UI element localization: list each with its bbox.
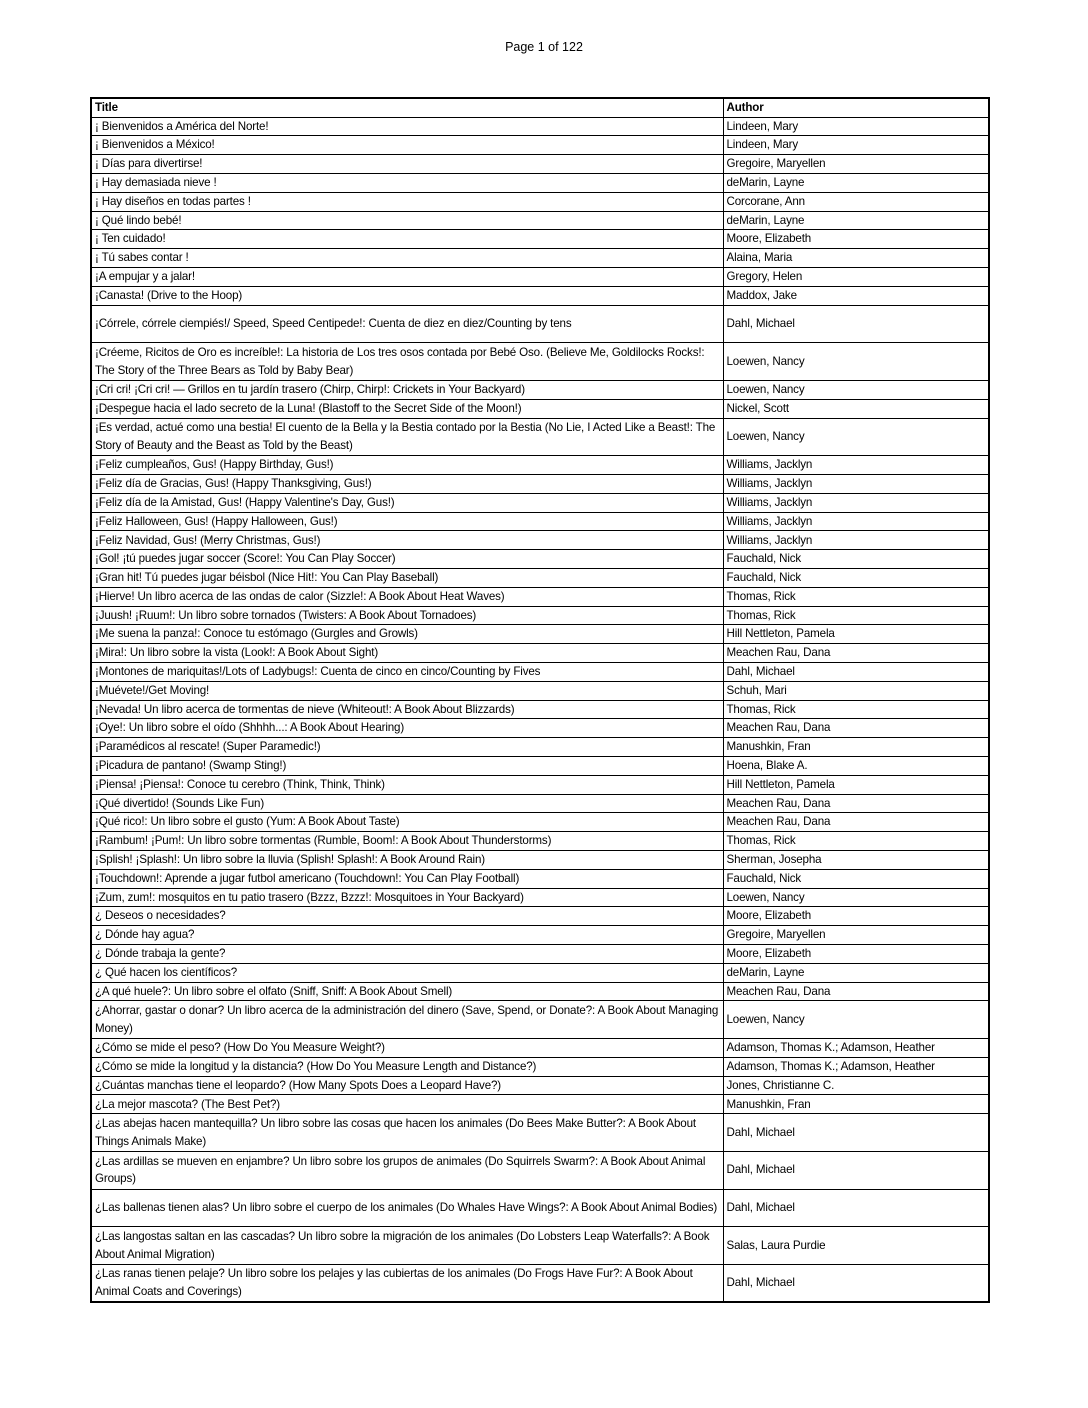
- book-author-cell: Dahl, Michael: [723, 1264, 989, 1302]
- book-author-cell: Hill Nettleton, Pamela: [723, 625, 989, 644]
- column-header-author: Author: [723, 98, 989, 117]
- book-title-cell: ¡Córrele, córrele ciempiés!/ Speed, Speed Centipede!: Cuenta de diez en diez/Counting by tens: [91, 305, 723, 343]
- book-author-cell: Dahl, Michael: [723, 1151, 989, 1189]
- book-title-cell: ¿Las ranas tienen pelaje? Un libro sobre los pelajes y las cubiertas de los animales (Do Frogs Have Fur?: A Book About Animal Coats and Coverings): [91, 1264, 723, 1302]
- book-title-cell: ¡Zum, zum!: mosquitos en tu patio trasero (Bzzz, Bzzz!: Mosquitoes in Your Backyard): [91, 888, 723, 907]
- table-row: [91, 1189, 989, 1227]
- table-row: [91, 700, 989, 719]
- book-title-cell: ¿ Deseos o necesidades?: [91, 907, 723, 926]
- table-row: [91, 155, 989, 174]
- table-row: [91, 888, 989, 907]
- table-row: [91, 569, 989, 588]
- book-author-cell: Thomas, Rick: [723, 832, 989, 851]
- book-author-cell: Moore, Elizabeth: [723, 944, 989, 963]
- book-author-cell: Nickel, Scott: [723, 399, 989, 418]
- table-header-row: [91, 98, 989, 117]
- book-author-cell: Dahl, Michael: [723, 305, 989, 343]
- book-author-cell: Dahl, Michael: [723, 662, 989, 681]
- book-title-cell: ¿Las ardillas se mueven en enjambre? Un libro sobre los grupos de animales (Do Squirrels Swarm?: A Book About Animal Groups): [91, 1151, 723, 1189]
- book-title-cell: ¡Gran hit! Tú puedes jugar béisbol (Nice Hit!: You Can Play Baseball): [91, 569, 723, 588]
- book-title-cell: ¡Es verdad, actué como una bestia! El cuento de la Bella y la Bestia contado por la Bestia (No Lie, I Acted Like a Beast!: The Story of Beauty and the Beast as Told by the Beast): [91, 418, 723, 456]
- book-title-cell: ¿La mejor mascota? (The Best Pet?): [91, 1095, 723, 1114]
- book-title-cell: ¡Rambum! ¡Pum!: Un libro sobre tormentas (Rumble, Boom!: A Book About Thunderstorms): [91, 832, 723, 851]
- book-title-cell: ¡Feliz Halloween, Gus! (Happy Halloween, Gus!): [91, 512, 723, 531]
- book-title-cell: ¿ Qué hacen los científicos?: [91, 963, 723, 982]
- book-title-cell: ¿A qué huele?: Un libro sobre el olfato (Sniff, Sniff: A Book About Smell): [91, 982, 723, 1001]
- table-row: [91, 550, 989, 569]
- table-row: [91, 493, 989, 512]
- book-title-cell: ¡ Días para divertirse!: [91, 155, 723, 174]
- table-row: [91, 681, 989, 700]
- book-author-cell: Loewen, Nancy: [723, 888, 989, 907]
- book-author-cell: Loewen, Nancy: [723, 418, 989, 456]
- book-author-cell: Meachen Rau, Dana: [723, 644, 989, 663]
- table-row: [91, 944, 989, 963]
- table-row: [91, 869, 989, 888]
- table-row: [91, 813, 989, 832]
- table-row: [91, 775, 989, 794]
- table-row: [91, 286, 989, 305]
- book-author-cell: Corcorane, Ann: [723, 192, 989, 211]
- book-author-cell: Meachen Rau, Dana: [723, 813, 989, 832]
- table-row: [91, 1057, 989, 1076]
- book-author-cell: deMarin, Layne: [723, 963, 989, 982]
- book-title-cell: ¡Qué divertido! (Sounds Like Fun): [91, 794, 723, 813]
- table-row: [91, 380, 989, 399]
- book-title-cell: ¡ Bienvenidos a América del Norte!: [91, 117, 723, 136]
- book-title-cell: ¡Piensa! ¡Piensa!: Conoce tu cerebro (Think, Think, Think): [91, 775, 723, 794]
- book-title-cell: ¡Hierve! Un libro acerca de las ondas de calor (Sizzle!: A Book About Heat Waves): [91, 587, 723, 606]
- table-row: [91, 644, 989, 663]
- book-title-cell: ¡Despegue hacia el lado secreto de la Luna! (Blastoff to the Secret Side of the Moon!): [91, 399, 723, 418]
- table-row: [91, 211, 989, 230]
- book-author-cell: Loewen, Nancy: [723, 343, 989, 381]
- table-row: [91, 963, 989, 982]
- table-row: [91, 832, 989, 851]
- table-row: [91, 173, 989, 192]
- book-author-cell: Adamson, Thomas K.; Adamson, Heather: [723, 1039, 989, 1058]
- book-author-cell: Manushkin, Fran: [723, 738, 989, 757]
- book-title-cell: ¡Montones de mariquitas!/Lots of Ladybugs!: Cuenta de cinco en cinco/Counting by Fives: [91, 662, 723, 681]
- table-row: [91, 230, 989, 249]
- book-catalog-table: [90, 97, 990, 1303]
- table-row: [91, 738, 989, 757]
- table-row: [91, 512, 989, 531]
- book-title-cell: ¡Juush! ¡Ruum!: Un libro sobre tornados (Twisters: A Book About Tornadoes): [91, 606, 723, 625]
- table-row: [91, 1076, 989, 1095]
- table-row: [91, 662, 989, 681]
- book-author-cell: Thomas, Rick: [723, 606, 989, 625]
- book-title-cell: ¡Gol! ¡tú puedes jugar soccer (Score!: You Can Play Soccer): [91, 550, 723, 569]
- book-author-cell: Fauchald, Nick: [723, 569, 989, 588]
- book-title-cell: ¡Feliz cumpleaños, Gus! (Happy Birthday, Gus!): [91, 456, 723, 475]
- book-author-cell: Williams, Jacklyn: [723, 512, 989, 531]
- book-title-cell: ¡Splish! ¡Splash!: Un libro sobre la lluvia (Splish! Splash!: A Book Around Rain): [91, 850, 723, 869]
- book-title-cell: ¡Feliz día de Gracias, Gus! (Happy Thanksgiving, Gus!): [91, 475, 723, 494]
- book-title-cell: ¡A empujar y a jalar!: [91, 267, 723, 286]
- book-title-cell: ¡Cri cri! ¡Cri cri! — Grillos en tu jardín trasero (Chirp, Chirp!: Crickets in Your Backyard): [91, 380, 723, 399]
- book-title-cell: ¡Picadura de pantano! (Swamp Sting!): [91, 756, 723, 775]
- book-author-cell: Gregoire, Maryellen: [723, 926, 989, 945]
- book-title-cell: ¡Paramédicos al rescate! (Super Paramedic!): [91, 738, 723, 757]
- book-author-cell: Thomas, Rick: [723, 700, 989, 719]
- book-title-cell: ¡Feliz día de la Amistad, Gus! (Happy Valentine's Day, Gus!): [91, 493, 723, 512]
- table-row: [91, 267, 989, 286]
- book-author-cell: Loewen, Nancy: [723, 380, 989, 399]
- book-author-cell: Fauchald, Nick: [723, 869, 989, 888]
- column-header-title: Title: [91, 98, 723, 117]
- book-title-cell: ¿Las abejas hacen mantequilla? Un libro sobre las cosas que hacen los animales (Do Bees Make Butter?: A Book About Things Animals Make): [91, 1114, 723, 1152]
- book-author-cell: deMarin, Layne: [723, 173, 989, 192]
- page-number-label: Page 1 of 122: [505, 40, 583, 54]
- book-author-cell: Williams, Jacklyn: [723, 531, 989, 550]
- book-title-cell: ¿ Dónde trabaja la gente?: [91, 944, 723, 963]
- table-row: [91, 794, 989, 813]
- book-author-cell: Jones, Christianne C.: [723, 1076, 989, 1095]
- book-author-cell: Alaina, Maria: [723, 249, 989, 268]
- book-author-cell: Meachen Rau, Dana: [723, 719, 989, 738]
- table-row: [91, 343, 989, 381]
- table-row: [91, 1095, 989, 1114]
- table-row: [91, 1114, 989, 1152]
- book-author-cell: Salas, Laura Purdie: [723, 1227, 989, 1265]
- table-row: [91, 625, 989, 644]
- table-row: [91, 531, 989, 550]
- table-row: [91, 719, 989, 738]
- table-row: [91, 926, 989, 945]
- book-title-cell: ¡ Hay demasiada nieve !: [91, 173, 723, 192]
- book-title-cell: ¿Cómo se mide la longitud y la distancia? (How Do You Measure Length and Distance?): [91, 1057, 723, 1076]
- book-author-cell: Manushkin, Fran: [723, 1095, 989, 1114]
- book-author-cell: Gregory, Helen: [723, 267, 989, 286]
- table-row: [91, 249, 989, 268]
- table-row: [91, 606, 989, 625]
- book-author-cell: Thomas, Rick: [723, 587, 989, 606]
- book-title-cell: ¡Qué rico!: Un libro sobre el gusto (Yum: A Book About Taste): [91, 813, 723, 832]
- book-title-cell: ¡ Ten cuidado!: [91, 230, 723, 249]
- book-author-cell: Moore, Elizabeth: [723, 230, 989, 249]
- table-row: [91, 1151, 989, 1189]
- table-row: [91, 982, 989, 1001]
- book-author-cell: Moore, Elizabeth: [723, 907, 989, 926]
- book-author-cell: Gregoire, Maryellen: [723, 155, 989, 174]
- book-author-cell: Adamson, Thomas K.; Adamson, Heather: [723, 1057, 989, 1076]
- book-title-cell: ¡Canasta! (Drive to the Hoop): [91, 286, 723, 305]
- book-author-cell: Meachen Rau, Dana: [723, 982, 989, 1001]
- book-title-cell: ¿ Dónde hay agua?: [91, 926, 723, 945]
- book-author-cell: Lindeen, Mary: [723, 136, 989, 155]
- book-title-cell: ¡Mira!: Un libro sobre la vista (Look!: A Book About Sight): [91, 644, 723, 663]
- book-title-cell: ¡Me suena la panza!: Conoce tu estómago (Gurgles and Growls): [91, 625, 723, 644]
- table-row: [91, 399, 989, 418]
- table-row: [91, 1264, 989, 1302]
- book-author-cell: Williams, Jacklyn: [723, 456, 989, 475]
- table-row: [91, 305, 989, 343]
- book-author-cell: Williams, Jacklyn: [723, 493, 989, 512]
- book-title-cell: ¡ Hay diseños en todas partes !: [91, 192, 723, 211]
- table-row: [91, 192, 989, 211]
- table-row: [91, 475, 989, 494]
- table-row: [91, 136, 989, 155]
- table-row: [91, 756, 989, 775]
- book-title-cell: ¡Oye!: Un libro sobre el oído (Shhhh...: A Book About Hearing): [91, 719, 723, 738]
- book-author-cell: Dahl, Michael: [723, 1114, 989, 1152]
- book-author-cell: Hoena, Blake A.: [723, 756, 989, 775]
- table-row: [91, 1039, 989, 1058]
- book-author-cell: deMarin, Layne: [723, 211, 989, 230]
- book-author-cell: Lindeen, Mary: [723, 117, 989, 136]
- book-author-cell: Loewen, Nancy: [723, 1001, 989, 1039]
- book-author-cell: Hill Nettleton, Pamela: [723, 775, 989, 794]
- book-title-cell: ¿Cómo se mide el peso? (How Do You Measure Weight?): [91, 1039, 723, 1058]
- table-body: [91, 117, 989, 1302]
- book-title-cell: ¡Nevada! Un libro acerca de tormentas de nieve (Whiteout!: A Book About Blizzards): [91, 700, 723, 719]
- book-author-cell: Fauchald, Nick: [723, 550, 989, 569]
- table-row: [91, 850, 989, 869]
- table-row: [91, 117, 989, 136]
- book-author-cell: Maddox, Jake: [723, 286, 989, 305]
- table-row: [91, 1001, 989, 1039]
- book-title-cell: ¡Touchdown!: Aprende a jugar futbol americano (Touchdown!: You Can Play Football): [91, 869, 723, 888]
- book-title-cell: ¡ Tú sabes contar !: [91, 249, 723, 268]
- book-title-cell: ¡ Bienvenidos a México!: [91, 136, 723, 155]
- book-author-cell: Schuh, Mari: [723, 681, 989, 700]
- book-author-cell: Dahl, Michael: [723, 1189, 989, 1227]
- table-row: [91, 456, 989, 475]
- book-author-cell: Williams, Jacklyn: [723, 475, 989, 494]
- book-title-cell: ¿Las langostas saltan en las cascadas? Un libro sobre la migración de los animales (Do Lobsters Leap Waterfalls?: A Book About Animal Migration): [91, 1227, 723, 1265]
- book-title-cell: ¡Feliz Navidad, Gus! (Merry Christmas, Gus!): [91, 531, 723, 550]
- book-title-cell: ¡ Qué lindo bebé!: [91, 211, 723, 230]
- table-row: [91, 1227, 989, 1265]
- book-title-cell: ¡Créeme, Ricitos de Oro es increíble!: La historia de Los tres osos contada por Bebé Oso. (Believe Me, Goldilocks Rocks!: The Story of the Three Bears as Told by Baby Bear): [91, 343, 723, 381]
- table-row: [91, 587, 989, 606]
- book-author-cell: Meachen Rau, Dana: [723, 794, 989, 813]
- book-title-cell: ¿Las ballenas tienen alas? Un libro sobre el cuerpo de los animales (Do Whales Have Wings?: A Book About Animal Bodies): [91, 1189, 723, 1227]
- book-title-cell: ¡Muévete!/Get Moving!: [91, 681, 723, 700]
- table-row: [91, 907, 989, 926]
- table-row: [91, 418, 989, 456]
- book-title-cell: ¿Cuántas manchas tiene el leopardo? (How Many Spots Does a Leopard Have?): [91, 1076, 723, 1095]
- book-author-cell: Sherman, Josepha: [723, 850, 989, 869]
- book-title-cell: ¿Ahorrar, gastar o donar? Un libro acerca de la administración del dinero (Save, Spend, or Donate?: A Book About Managing Money): [91, 1001, 723, 1039]
